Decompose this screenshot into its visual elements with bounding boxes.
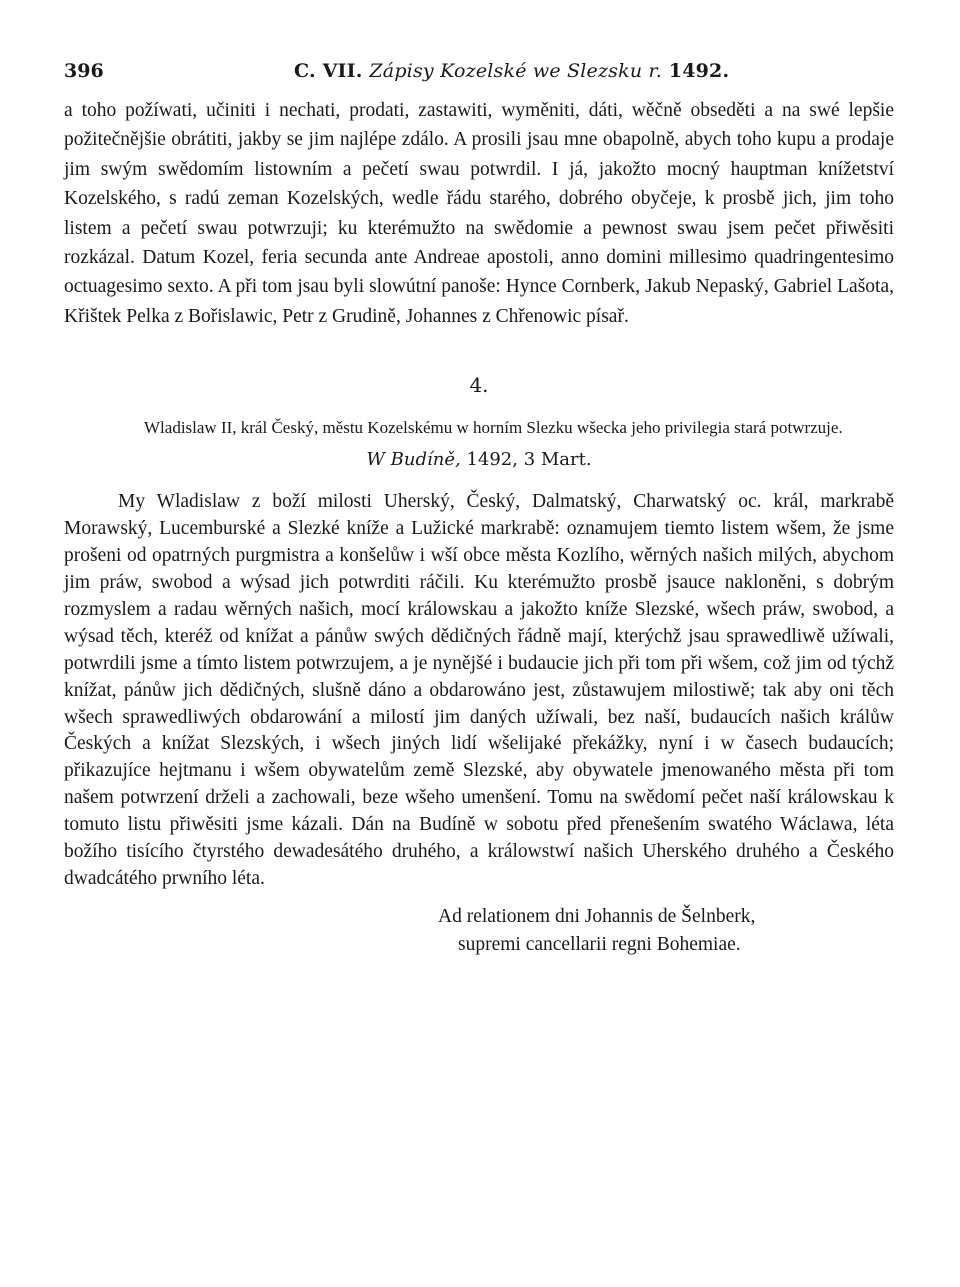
charter-text: My Wladislaw z boží milosti Uherský, Český, Dalmatský, Charwatský oc. král, markrabě Morawský, Lucemburské a Slezké kníže a Lužické markrabě: oznamujem tiemto listem wšem, že jsme prošeni od opatrných purgmistra a konšelůw i wší obce města Kozlího, wěrných našich milých, abychom jim práw, swobod a wýsad jich potwrditi ráčili. Ku kterémužto prosbě jsauce nakloněni, s dobrým rozmyslem a radau wěrných našich, mocí králowskau a jakožto kníže Slezské, wšech práw, swobod, a wýsad těch, kteréž od knížat a pánůw swých dědičných řádně mají, kterýchž jsau sprawedliwě užíwali, potwrdili jsme a tímto listem potwrzujem, a je nynějšé i budaucie jich při tom při wšem, což jim od týchž knížat, pánůw jich dědičných, slušně dáno a obdarowáno jest, zůstawujem milostiwě; tak aby oni těch wšech sprawedliwých obdarowání a milostí jim daných užíwali, bez naší, budaucích našich králůw Českých a knížat Slezských, i wšech jiných lidí wšelijaké překážky, nyní i w časech budaucích; přikazujíce hejtmanu i wšem obywatelům země Slezské, aby obywatele jmenowaného města při tom našem potwrzení drželi a zachowali, beze wšeho umenšení. Tomu na swědomí pečet naší králowskau k tomuto listu přiwěsiti jsme kázali. Dán na Budíně w sobotu před přenešením swatého Wáclawa, léta božího tisícího čtyrstého dewadesátého druhého, a králowstwí našich Uherského druhého a Českého dwadcátého prwního léta. bbox=[64, 491, 894, 889]
subscription-line-2: supremi cancellarii regni Bohemiae. bbox=[458, 933, 741, 955]
document-regest: Wladislaw II, král Český, městu Kozelskému w horním Slezku wšecka jeho privilegia stará potwrzuje. bbox=[144, 418, 843, 438]
date-place: W Budíně, bbox=[366, 449, 461, 471]
subscription-line-1: Ad relationem dni Johannis de Šelnberk, bbox=[438, 905, 756, 927]
subscription bbox=[438, 903, 894, 959]
date-value: 1492, 3 Mart. bbox=[466, 449, 592, 471]
chapter-label: C. VII. bbox=[294, 60, 363, 82]
book-page bbox=[64, 60, 894, 959]
running-head bbox=[64, 60, 894, 96]
chapter-title: Zápisy Kozelské we Slezsku r. bbox=[369, 60, 662, 82]
chapter-year: 1492. bbox=[668, 60, 730, 82]
running-title bbox=[294, 60, 729, 82]
document-date bbox=[64, 449, 894, 479]
continuation-paragraph: a toho požíwati, učiniti i nechati, prodati, zastawiti, wyměniti, dáti, wěčně obseděti a na swé lepšie požitečnějšie obrátiti, jakby se jim najlépe zdálo. A prosili jsau mne obapolně, abych toho kupu a prodaje jim swým swědomím listowním a pečetí swau potwrdil. I já, jakožto mocný hauptman knížetství Kozelského, s radú zeman Kozelských, wedle řádu starého, dobrého obyčeje, k prosbě jich, jim toho listem a pečetí swau potwrzuji; ku kterémužto na swědomie a pewnost swau jsem pečet přiwěsiti rozkázal. Datum Kozel, feria secunda ante Andreae apostoli, anno domini millesimo quadringentesimo octuagesimo sexto. A při tom jsau byli slowútní panoše: Hynce Cornberk, Jakub Nepaský, Gabriel Lašota, Křištek Pelka z Bořislawic, Petr z Grudině, Johannes z Chřenowic písař. bbox=[64, 100, 894, 327]
document-number: 4. bbox=[469, 373, 489, 398]
page-number: 396 bbox=[64, 60, 104, 82]
